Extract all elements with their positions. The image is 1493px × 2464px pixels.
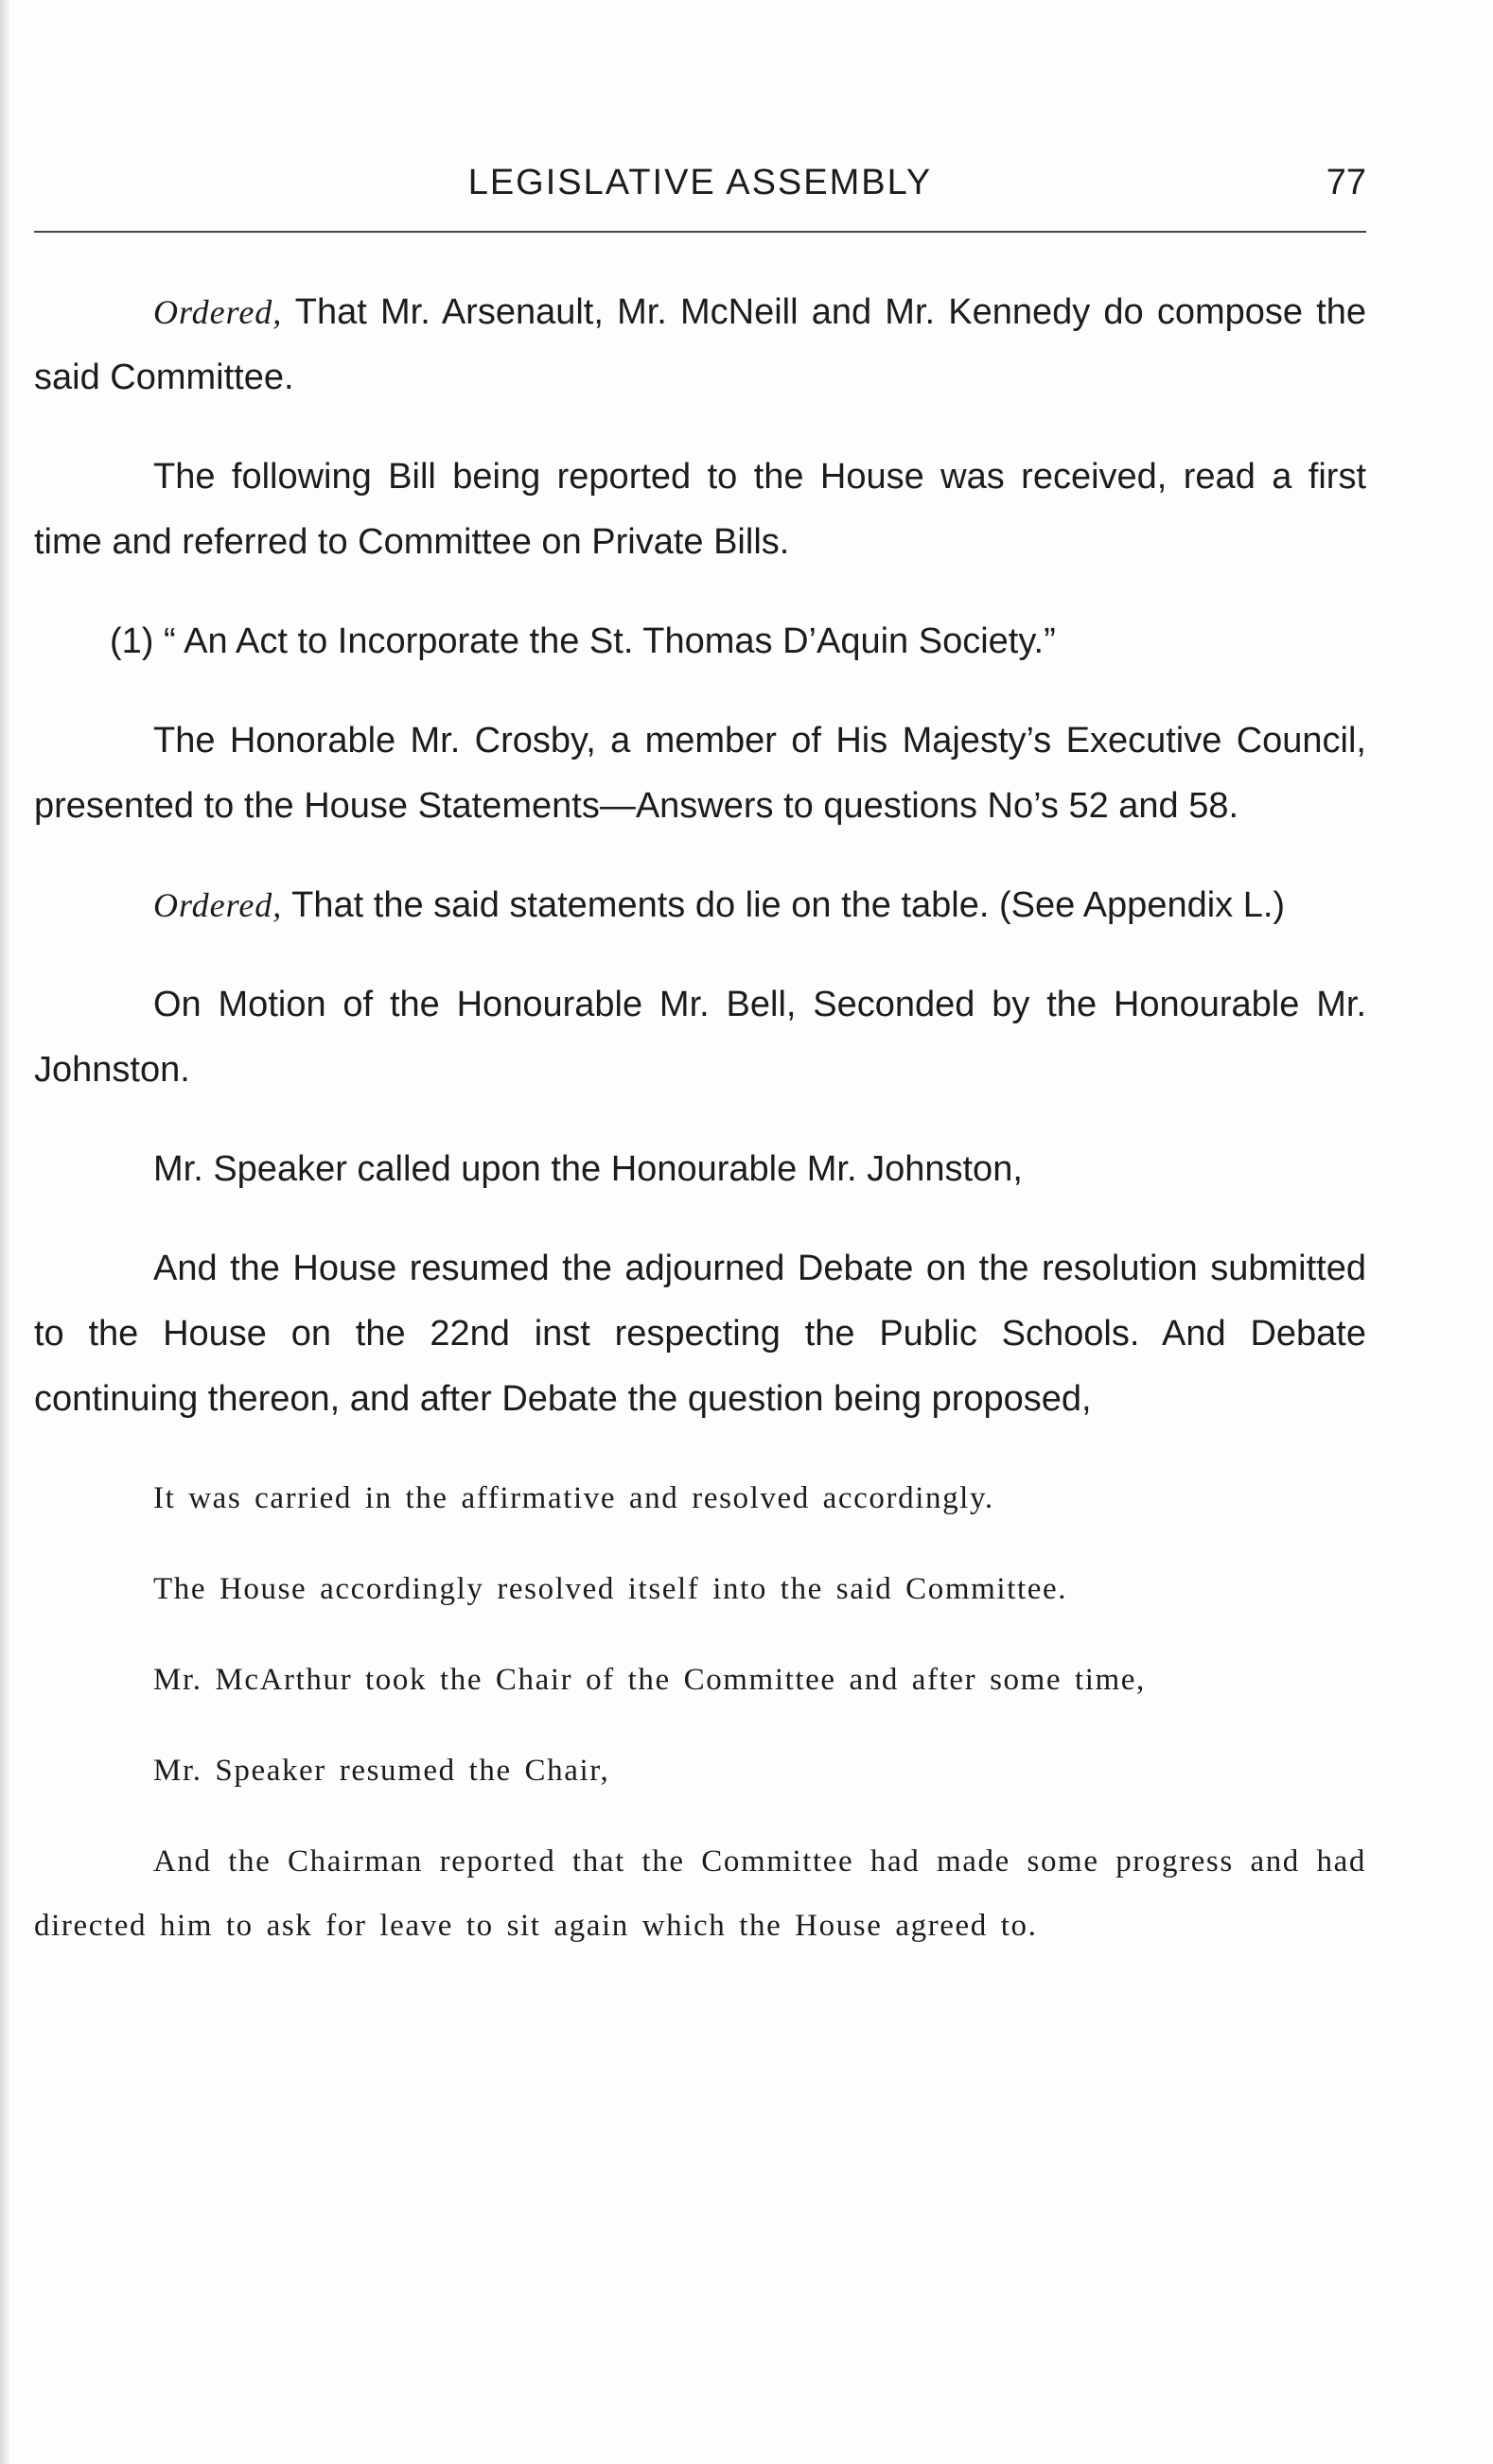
- paragraph-speaker-resumed: Mr. Speaker resumed the Chair,: [153, 1754, 610, 1788]
- paragraph-ordered-table: [34, 873, 1366, 938]
- body-text: [34, 280, 1366, 1984]
- paragraph-chairman-reported: And the Chairman reported that the Committee had made some progress and had directed him to ask for leave to sit again which the House agreed to.: [34, 1844, 1366, 1943]
- paragraph-statements-presented: The Honorable Mr. Crosby, a member of His Majesty’s Executive Council, presented to the House Statements—Answers to questions No’s 52 and 58.: [34, 721, 1366, 826]
- paragraph-bill-title: (1) “ An Act to Incorporate the St. Thomas D’Aquin Society.”: [110, 621, 1056, 661]
- paragraph-bill-reported: The following Bill being reported to the House was received, read a first time and referred to Committee on Private Bills.: [34, 457, 1366, 562]
- paragraph-text: That the said statements do lie on the table. (See Appendix L.): [282, 885, 1286, 925]
- paragraph-committee-resolved: The House accordingly resolved itself into the said Committee.: [153, 1572, 1068, 1606]
- header-rule: [34, 231, 1366, 233]
- paragraph-debate-resumed: And the House resumed the adjourned Debate on the resolution submitted to the House on the 22nd inst respecting the Public Schools. And Debate continuing thereon, and after Debate the question being proposed,: [34, 1249, 1366, 1419]
- running-title: LEGISLATIVE ASSEMBLY: [467, 163, 933, 202]
- paragraph-ordered-committee: [34, 280, 1366, 411]
- paragraph-text: That Mr. Arsenault, Mr. McNeill and Mr. Kennedy do compose the said Committee.: [34, 292, 1366, 397]
- paragraph-speaker-called: Mr. Speaker called upon the Honourable Mr. Johnston,: [153, 1149, 1023, 1189]
- paragraph-chair-taken: Mr. McArthur took the Chair of the Committee and after some time,: [153, 1663, 1146, 1697]
- ordered-label: Ordered,: [153, 886, 283, 924]
- page-header: [34, 159, 1366, 216]
- page-binding-edge: [0, 0, 9, 2464]
- page-number: 77: [1326, 163, 1366, 202]
- paragraph-motion: On Motion of the Honourable Mr. Bell, Seconded by the Honourable Mr. Johnston.: [34, 985, 1366, 1090]
- ordered-label: Ordered,: [153, 293, 283, 331]
- paragraph-carried: It was carried in the affirmative and resolved accordingly.: [153, 1481, 994, 1515]
